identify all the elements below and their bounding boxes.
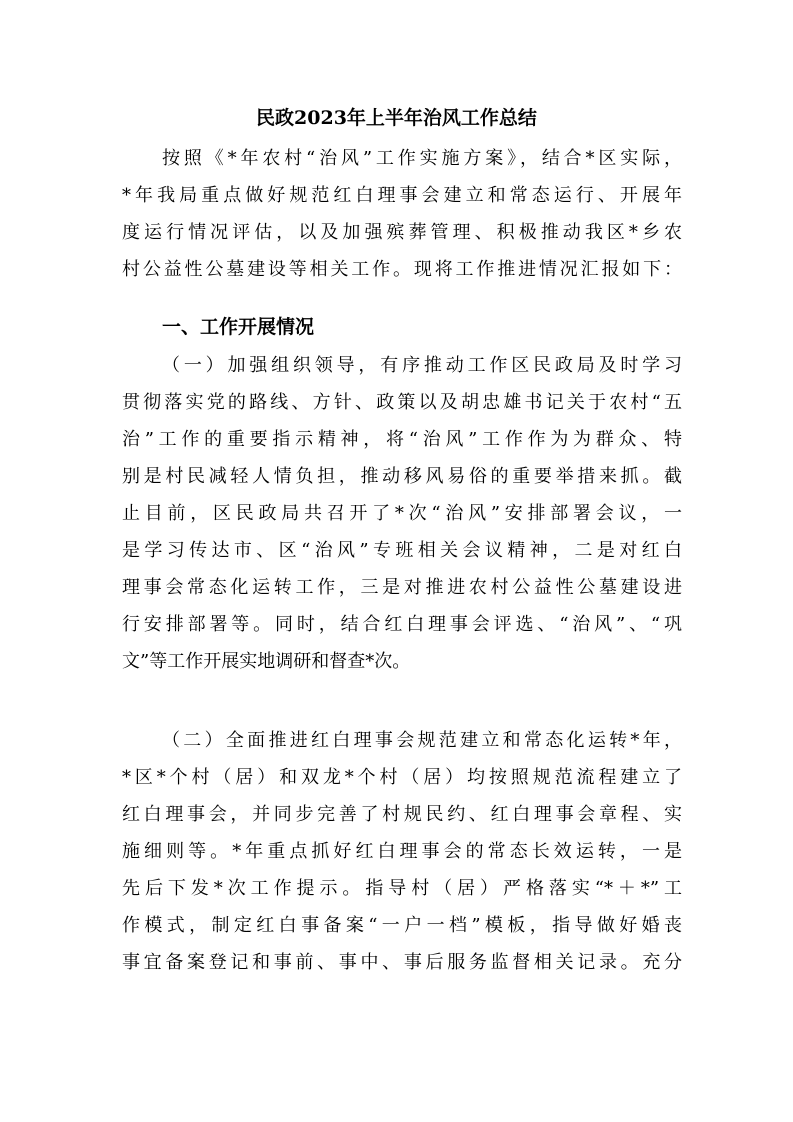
paragraph-line: （一）加强组织领导，有序推动工作区民政局及时学习 [162, 355, 682, 376]
intro-line: *年我局重点做好规范红白理事会建立和常态运行、开展年 [122, 185, 682, 206]
paragraph-line: 行安排部署等。同时，结合红白理事会评选、“治风”、“巩 [122, 614, 682, 635]
paragraph-line: 治”工作的重要指示精神，将“治风”工作作为为群众、特 [122, 429, 682, 450]
intro-paragraph [122, 140, 682, 288]
paragraph-1 [122, 347, 682, 680]
paragraph-line: 红白理事会，并同步完善了村规民约、红白理事会章程、实 [122, 804, 682, 825]
paragraph-line: 文”等工作开展实地调研和督查*次。 [122, 651, 411, 672]
section-heading-1: 一、工作开展情况 [162, 316, 315, 338]
paragraph-line: 是学习传达市、区“治风”专班相关会议精神，二是对红白 [122, 540, 682, 561]
paragraph-line: 贯彻落实党的路线、方针、政策以及胡忠雄书记关于农村“五 [122, 392, 682, 413]
paragraph-line: 止目前，区民政局共召开了*次“治风”安排部署会议，一 [122, 503, 682, 524]
intro-line: 按照《*年农村“治风”工作实施方案》，结合*区实际， [162, 148, 682, 169]
paragraph-line: *区*个村（居）和双龙*个村（居）均按照规范流程建立了 [122, 767, 682, 788]
paragraph-line: 别是村民减轻人情负担，推动移风易俗的重要举措来抓。截 [122, 466, 682, 487]
paragraph-line: （二）全面推进红白理事会规范建立和常态化运转*年， [162, 730, 682, 751]
paragraph-line: 先后下发*次工作提示。指导村（居）严格落实“*＋*”工 [122, 878, 682, 899]
intro-line: 村公益性公墓建设等相关工作。现将工作推进情况汇报如下： [122, 259, 682, 280]
paragraph-line: 理事会常态化运转工作，三是对推进农村公益性公墓建设进 [122, 577, 682, 598]
paragraph-line: 施细则等。*年重点抓好红白理事会的常态长效运转，一是 [122, 841, 682, 862]
document-title: 民政2023年上半年治风工作总结 [256, 107, 537, 129]
paragraph-line: 作模式，制定红白事备案“一户一档”模板，指导做好婚丧 [122, 915, 682, 936]
intro-line: 度运行情况评估，以及加强殡葬管理、积极推动我区*乡农 [122, 222, 682, 243]
paragraph-2 [122, 722, 682, 981]
paragraph-line: 事宜备案登记和事前、事中、事后服务监督相关记录。充分 [122, 952, 682, 973]
